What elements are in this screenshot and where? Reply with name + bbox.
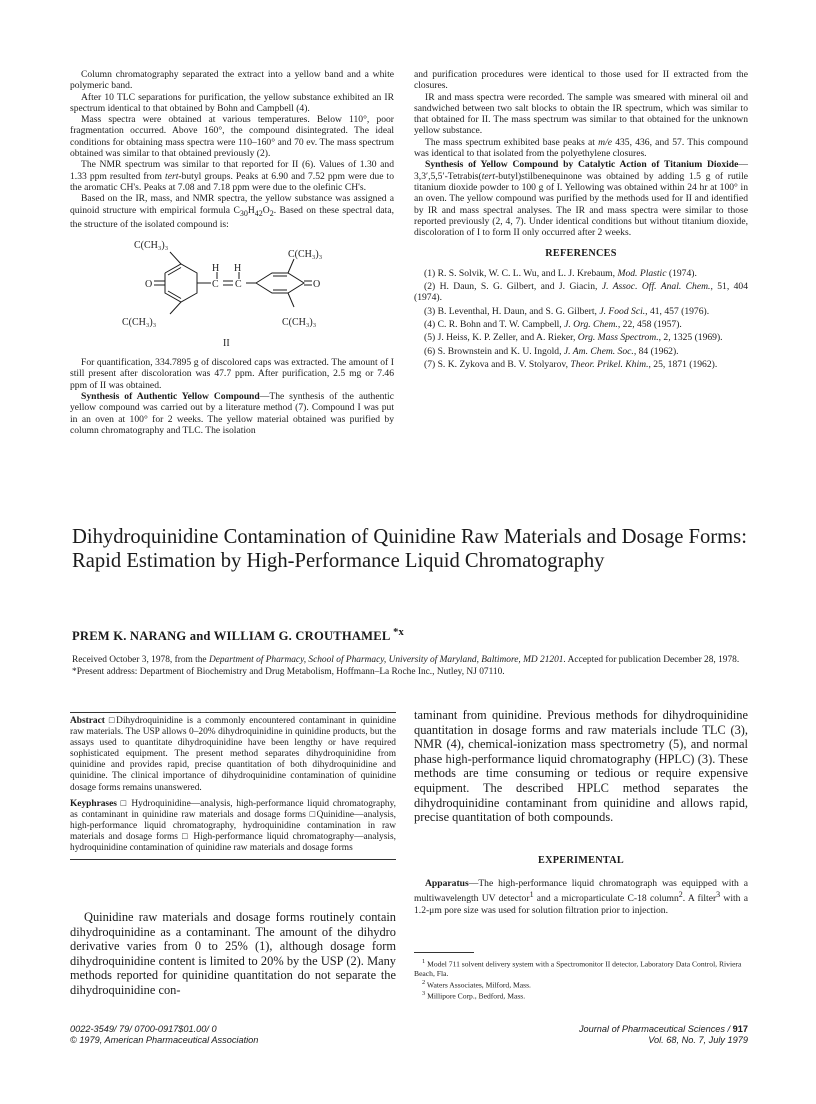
tert-butyl-group-label: C(CH₃)₃ (288, 249, 323, 261)
oxygen-atom-label: O (313, 279, 321, 291)
paragraph: Based on the IR, mass, and NMR spectra, the yellow substance was assigned a quinoid structure with empirical formula $C_{30}H_{42}O_2$. Based on these spectral data, the structure of the isolated compound is: (70, 193, 394, 230)
received-note: Received October 3, 1978, from the Department of Pharmacy, School of Pharmacy, University of Maryland, Baltimore, MD 21201. Accepted for publication December 28, 1978. *Present address: Department of Biochemistry and Drug Metabolism, Hoffmann–La Roche Inc., Nutley, NJ 07110. (72, 655, 740, 677)
paragraph: The NMR spectrum was similar to that reported for II (6). Values of 1.30 and 1.33 ppm resulted from tert-butyl groups. Peaks at 6.90 and 7.52 ppm were due to the aromatic CH's. Peaks at 7.08 and 7.18 ppm were due to the olefinic CH's. (70, 159, 394, 193)
stilbenequinone-structure (70, 232, 394, 354)
article-title: Dihydroquinidine Contamination of Quinidine Raw Materials and Dosage Forms: Rapid Estimation by High-Performance Liquid Chromatography (72, 526, 747, 572)
reference-item: (5) J. Heiss, K. P. Zeller, and A. Rieker, Org. Mass Spectrom., 2, 1325 (1969). (424, 332, 723, 344)
square-bullet-icon: □ (309, 809, 317, 820)
reference-item: (2) H. Daun, S. G. Gilbert, and J. Giacin, J. Assoc. Off. Anal. Chem., 51, 404 (1974). (414, 281, 749, 304)
carbon-atom-label: C (212, 279, 219, 291)
footnotes (414, 952, 748, 1001)
paragraph: For quantification, 334.7895 g of discolored caps was extracted. The amount of I still present after discoloration was 47.7 ppm. After purification, 2.5 mg or 7.46 ppm of II was obtained. (70, 357, 394, 391)
square-bullet-icon: □ (182, 831, 190, 842)
paragraph: IR and mass spectra were recorded. The sample was smeared with mineral oil and sandwiched between two salt blocks to obtain the IR spectrum, which was similar to that obtained for II. The mass spectrum was similar to that obtained for the unknown yellow substance. (414, 91, 748, 137)
paragraph: Synthesis of Authentic Yellow Compound—The synthesis of the authentic yellow compound was carried out by a literature method (7). Compound I was put in an oven at 100° for 2 weeks. The yellow material obtained was purified by column chromatography and TLC. The isolation (70, 390, 394, 436)
footnote-item: $^2$ Waters Associates, Milford, Mass. (422, 978, 531, 990)
reference-item: (4) C. R. Bohn and T. W. Campbell, J. Org. Chem., 22, 458 (1957). (424, 318, 682, 330)
article-authors: PREM K. NARANG and WILLIAM G. CROUTHAMEL $^{*x}$ (72, 627, 404, 644)
hydrogen-atom-label: H (234, 263, 242, 275)
tert-butyl-group-label: C(CH₃)₃ (282, 317, 317, 329)
carbon-atom-label: C (235, 279, 242, 291)
footnote-item: $^3$ Millipore Corp., Bedford, Mass. (422, 990, 526, 1001)
paragraph: Column chromatography separated the extract into a yellow band and a white polymeric band. (70, 69, 394, 92)
left-column (70, 69, 394, 436)
references-heading: REFERENCES (545, 248, 617, 260)
compound-number-label: II (223, 338, 230, 350)
tert-butyl-group-label: C(CH₃)₃ (134, 240, 169, 252)
introduction-left: Quinidine raw materials and dosage forms routinely contain dihydroquinidine as a contaminant. The amount of the dihydro derivative varies from 0 to 25% (1), although dosage form dihydroquinidine content is limited to 20% by the USP (2). Many methods reported for quinidine quantitation do not separate the dihydroquinidine con- (70, 910, 396, 997)
oxygen-atom-label: O (145, 279, 153, 291)
reference-item: (7) S. K. Zykova and B. V. Stolyarov, Theor. Prikel. Khim., 25, 1871 (1962). (424, 358, 718, 370)
abstract-box (70, 712, 396, 860)
paragraph: The mass spectrum exhibited base peaks at m/e 435, 436, and 57. This compound was identical to that isolated from the polyethylene closures. (414, 136, 748, 160)
divider (70, 712, 396, 713)
reference-list (414, 268, 748, 370)
right-column (414, 69, 748, 372)
page-footer-left: 0022-3549/ 79/ 0700-0917$01.00/ 0 © 1979, American Pharmaceutical Association (70, 1024, 259, 1045)
paragraph: After 10 TLC separations for purification, the yellow substance exhibited an IR spectrum identical to that obtained by Bohn and Campbell (4). (70, 91, 394, 114)
paragraph: Synthesis of Yellow Compound by Catalytic Action of Titanium Dioxide—3,3′,5,5′-Tetrabis(tert-butyl)stilbenequinone was obtained by adding 1.5 g of rutile titanium dioxide powder to 100 g of I. Yellowing was obtained within 24 hr at 100° in an oven. The yellow compound was purified by the methods used for II and identified by IR and mass spectral analyses. The IR and mass spectra were similar to those reported previously (2, 4, 7). Under identical conditions but without titanium dioxide, discoloration of I to form II only occurred after 2 weeks. (414, 159, 748, 239)
tert-butyl-group-label: C(CH₃)₃ (122, 317, 157, 329)
experimental-heading: EXPERIMENTAL (537, 855, 625, 866)
paragraph: Mass spectra were obtained at various temperatures. Below 110°, poor fragmentation occurred. Above 160°, the compound disintegrated. The ideal conditions for obtaining mass spectra were 110–160° and 70 ev. The mass spectrum obtained was similar to that obtained previously (2). (70, 114, 394, 160)
reference-item: (1) R. S. Solvik, W. C. L. Wu, and L. J. Krebaum, Mod. Plastic (1974). (424, 267, 697, 279)
divider (414, 952, 474, 953)
introduction-right: taminant from quinidine. Previous methods for dihydroquinidine quantitation in dosage forms and raw materials include TLC (3), NMR (4), chemical-ionization mass spectrometry (5), and normal phase high-performance liquid chromatography (HPLC) (3). These methods are time consuming or tedious or require expensive equipment. The described HPLC method separates the dihydroquinidine contaminant from quinidine and allows rapid, precise quantitation of both compounds. (414, 708, 748, 825)
keyphrases-text: Keyphrases □ Hydroquinidine—analysis, high-performance liquid chromatography, as contaminant in quinidine raw materials and dosage forms □Quinidine—analysis, high-performance liquid chromatography, hydroquinidine contamination in raw materials and dosage forms □ High-performance liquid chromatography—analysis, hydroquinidine contamination of quinidine raw materials and dosage forms (70, 798, 396, 854)
apparatus-paragraph: Apparatus—The high-performance liquid chromatograph was equipped with a multiwavelength UV detector$^1$ and a microparticulate C-18 column$^2$. A filter$^3$ with a 1.2-μm pore size was used for solution filtration prior to injection. (414, 878, 748, 916)
square-bullet-icon: □ (120, 798, 128, 809)
page-footer-right: Journal of Pharmaceutical Sciences / 917 Vol. 68, No. 7, July 1979 (578, 1024, 748, 1045)
abstract-text: Abstract □Dihydroquinidine is a commonly encountered contaminant in quinidine raw materials. The USP allows 0–20% dihydroquinidine in quinidine products, but the assays used to quantitate dihydroquinidine have been lengthy or have required sophisticated equipment. The present method separates dihydroquinidine from quinidine and provides rapid, precise quantitation of both dihydroquinidine and quinidine. The clinical importance of dihydroquinidine contamination of quinidine dosage forms remains unanswered. (70, 716, 397, 793)
reference-item: (6) S. Brownstein and K. U. Ingold, J. Am. Chem. Soc., 84 (1962). (424, 345, 679, 357)
square-bullet-icon: □ (108, 716, 117, 726)
chemical-structure-figure (70, 232, 394, 354)
paragraph: and purification procedures were identical to those used for II extracted from the closures. (414, 69, 748, 92)
reference-item: (3) B. Leventhal, H. Daun, and S. G. Gilbert, J. Food Sci., 41, 457 (1976). (424, 305, 710, 317)
divider (70, 859, 396, 860)
footnote-item: $^1$ Model 711 solvent delivery system with a Spectromonitor II detector, Laboratory Data Control, Riviera Beach, Fla. (414, 958, 742, 978)
hydrogen-atom-label: H (212, 263, 220, 275)
